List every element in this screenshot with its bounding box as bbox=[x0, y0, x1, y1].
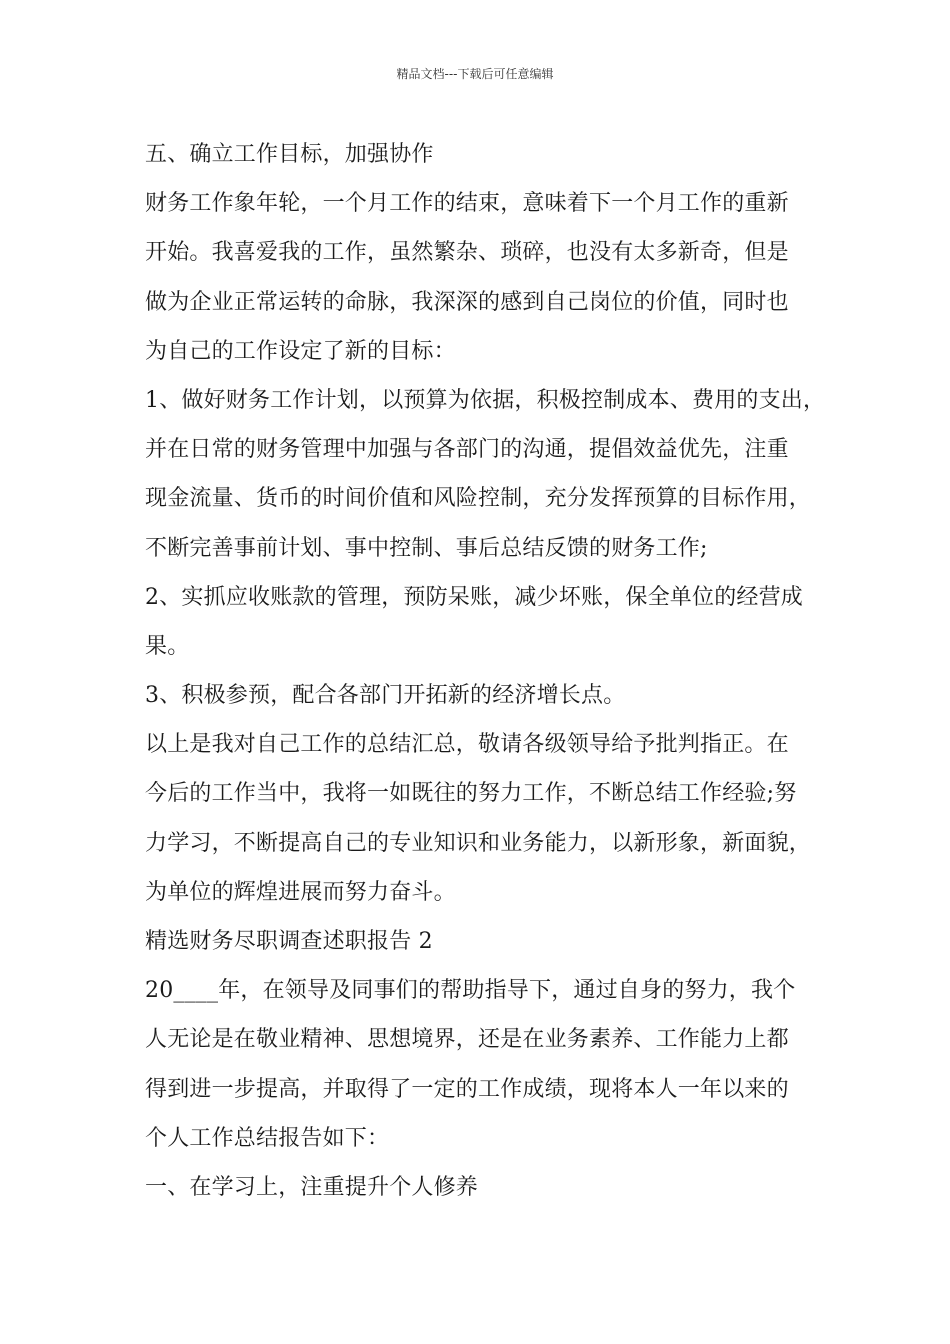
paragraph-line: 人无论是在敬业精神、思想境界，还是在业务素养、工作能力上都 bbox=[145, 1027, 789, 1053]
document-body bbox=[145, 130, 826, 1212]
paragraph-line: 财务工作象年轮，一个月工作的结束，意味着下一个月工作的重新 bbox=[145, 191, 789, 217]
paragraph-line: 开始。我喜爱我的工作，虽然繁杂、琐碎，也没有太多新奇，但是 bbox=[145, 240, 789, 266]
section-heading: 一、在学习上，注重提升个人修养 bbox=[145, 1174, 479, 1200]
paragraph-line: 个人工作总结报告如下： bbox=[145, 1125, 390, 1151]
paragraph-line: 今后的工作当中，我将一如既往的努力工作，不断总结工作经验;努 bbox=[145, 781, 797, 807]
list-item-line: 不断完善事前计划、事中控制、事后总结反馈的财务工作; bbox=[145, 535, 708, 561]
list-item-line: 并在日常的财务管理中加强与各部门的沟通，提倡效益优先，注重 bbox=[145, 437, 789, 463]
paragraph-line: 为单位的辉煌进展而努力奋斗。 bbox=[145, 879, 456, 905]
list-item-line: 1、做好财务工作计划，以预算为依据，积极控制成本、费用的支出， bbox=[145, 387, 826, 413]
section-heading: 五、确立工作目标，加强协作 bbox=[145, 142, 434, 167]
page-header: 精品文档---下载后可任意编辑 bbox=[396, 67, 554, 81]
paragraph-line: 做为企业正常运转的命脉，我深深的感到自己岗位的价值，同时也 bbox=[145, 289, 789, 315]
paragraph-line: 20____年，在领导及同事们的帮助指导下，通过自身的努力，我个 bbox=[145, 978, 796, 1004]
list-item-line: 果。 bbox=[145, 633, 190, 659]
report-title: 精选财务尽职调查述职报告 2 bbox=[145, 929, 433, 954]
list-item-line: 现金流量、货币的时间价值和风险控制，充分发挥预算的目标作用， bbox=[145, 486, 812, 512]
list-item-line: 3、积极参预，配合各部门开拓新的经济增长点。 bbox=[145, 683, 626, 709]
paragraph-line: 以上是我对自己工作的总结汇总，敬请各级领导给予批判指正。在 bbox=[145, 732, 789, 758]
paragraph-line: 力学习，不断提高自己的专业知识和业务能力，以新形象，新面貌， bbox=[145, 830, 812, 856]
paragraph-line: 得到进一步提高，并取得了一定的工作成绩，现将本人一年以来的 bbox=[145, 1076, 789, 1102]
list-item-line: 2、实抓应收账款的管理，预防呆账，减少坏账，保全单位的经营成 bbox=[145, 584, 803, 610]
paragraph-line: 为自己的工作设定了新的目标： bbox=[145, 338, 456, 364]
